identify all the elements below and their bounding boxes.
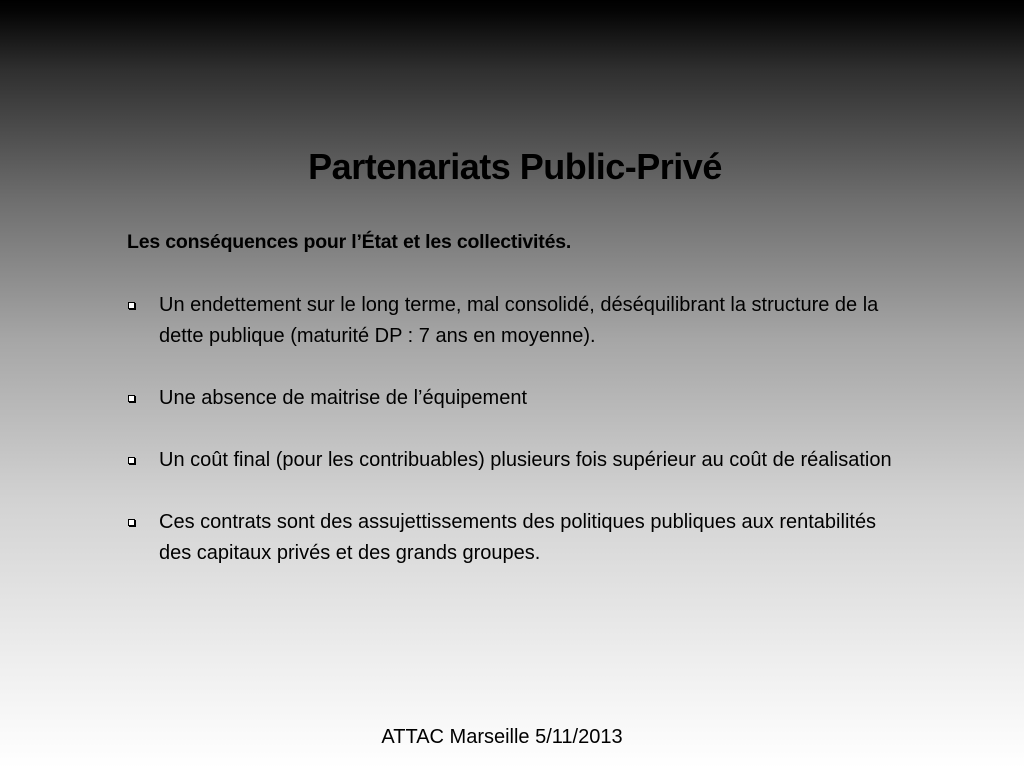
bullet-item bbox=[127, 290, 897, 352]
square-bullet-icon bbox=[128, 519, 135, 526]
bullet-text: Une absence de maitrise de l’équipement bbox=[159, 387, 527, 409]
bullet-item bbox=[127, 445, 897, 476]
slide-title: Partenariats Public-Privé bbox=[308, 146, 722, 187]
bullet-item bbox=[127, 507, 897, 569]
bullet-text: Un endettement sur le long terme, mal consolidé, déséquilibrant la structure de la dette publique (maturité DP : 7 ans en moyenne). bbox=[159, 294, 879, 347]
square-bullet-icon bbox=[128, 457, 135, 464]
slide-subtitle: Les conséquences pour l’État et les collectivités. bbox=[127, 231, 572, 253]
bullet-item bbox=[127, 383, 897, 414]
bullet-list bbox=[127, 290, 897, 600]
slide-footer: ATTAC Marseille 5/11/2013 bbox=[381, 726, 623, 748]
square-bullet-icon bbox=[128, 395, 135, 402]
bullet-text: Ces contrats sont des assujettissements des politiques publiques aux rentabilités des capitaux privés et des grands groupes. bbox=[159, 511, 877, 564]
bullet-text: Un coût final (pour les contribuables) plusieurs fois supérieur au coût de réalisation bbox=[159, 449, 892, 471]
square-bullet-icon bbox=[128, 302, 135, 309]
